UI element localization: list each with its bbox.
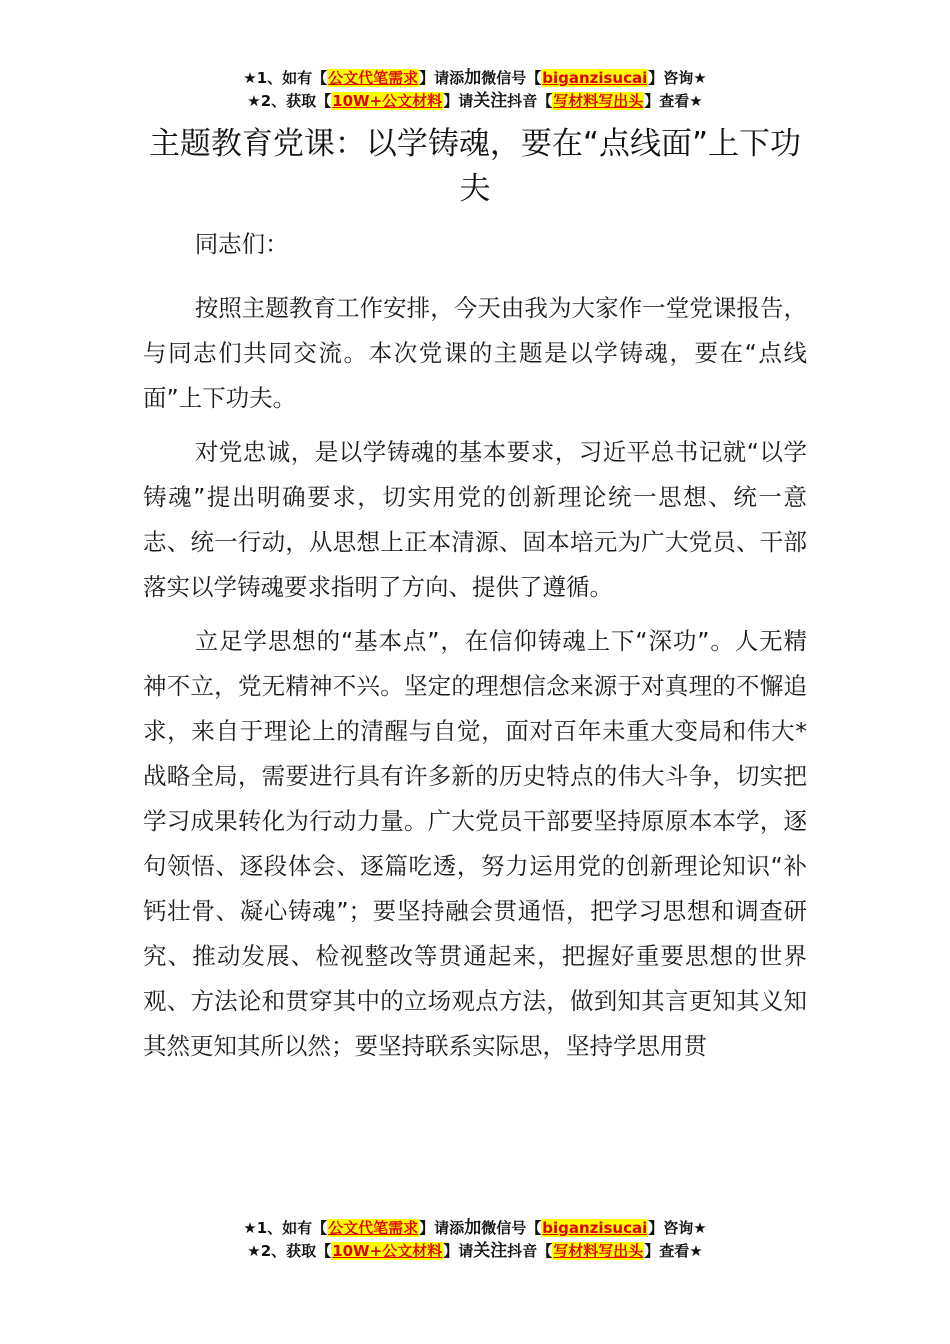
banner-text: ★1、如有【 [243,69,328,87]
banner-text: 】查看★ [644,1242,703,1260]
document-title: 主题教育党课：以学铸魂，要在“点线面”上下功夫 [148,126,802,207]
banner-emphasis: 关注 [473,91,508,111]
banner-text: 微信号【 [481,69,542,87]
footer-banner [0,1217,950,1263]
banner-emphasis: 关注 [473,1241,508,1261]
highlight-materials: 10W+公文材料 [332,1242,443,1260]
banner-text: ★2、获取【 [247,92,332,110]
banner-text: 】查看★ [644,92,703,110]
highlight-douyin-account: 写材料写出头 [553,1242,644,1260]
banner-line-2 [0,90,950,113]
paragraph: 对党忠诚，是以学铸魂的基本要求，习近平总书记就“以学铸魂”提出明确要求，切实用党的创新理论统一思想、统一意志、统一行动，从思想上正本清源、固本培元为广大党员、干部落实以学铸魂要求指明了方向、提供了遵循。 [143,438,807,601]
salutation: 同志们： [194,230,289,258]
banner-text: 】请 [443,92,474,110]
highlight-materials: 10W+公文材料 [332,92,443,110]
banner-text: 抖音【 [507,1242,553,1260]
banner-line-1 [0,67,950,90]
highlight-douyin-account: 写材料写出头 [553,92,644,110]
banner-text: 微信号【 [481,1219,542,1237]
highlight-wechat-id: biganzisucai [542,1219,648,1237]
banner-text: ★2、获取【 [247,1242,332,1260]
banner-text: 抖音【 [507,92,553,110]
highlight-wechat-id: biganzisucai [542,69,648,87]
highlight-service: 公文代笔需求 [328,69,419,87]
document-body [143,222,807,1078]
paragraph: 按照主题教育工作安排，今天由我为大家作一堂党课报告，与同志们共同交流。本次党课的主题是以学铸魂，要在“点线面”上下功夫。 [143,294,807,412]
paragraph: 立足学思想的“基本点”，在信仰铸魂上下“深功”。人无精神不立，党无精神不兴。坚定的理想信念来源于对真理的不懈追求，来自于理论上的清醒与自觉，面对百年未重大变局和伟大*战略全局，需要进行具有许多新的历史特点的伟大斗争，切实把学习成果转化为行动力量。广大党员干部要坚持原原本本学，逐句领悟、逐段体会、逐篇吃透，努力运用党的创新理论知识“补钙壮骨、凝心铸魂”；要坚持融会贯通悟，把学习思想和调查研究、推动发展、检视整改等贯通起来，把握好重要思想的世界观、方法论和贯穿其中的立场观点方法，做到知其言更知其义知其然更知其所以然；要坚持联系实际思，坚持学思用贯 [143,627,807,1060]
banner-emphasis: 加 [464,1218,482,1238]
banner-text: 】请添 [419,69,465,87]
header-banner [0,67,950,113]
banner-emphasis: 加 [464,68,482,88]
banner-text: 】咨询★ [648,69,707,87]
banner-line-2 [0,1240,950,1263]
banner-text: ★1、如有【 [243,1219,328,1237]
highlight-service: 公文代笔需求 [328,1219,419,1237]
banner-text: 】咨询★ [648,1219,707,1237]
banner-text: 】请 [443,1242,474,1260]
banner-line-1 [0,1217,950,1240]
banner-text: 】请添 [419,1219,465,1237]
